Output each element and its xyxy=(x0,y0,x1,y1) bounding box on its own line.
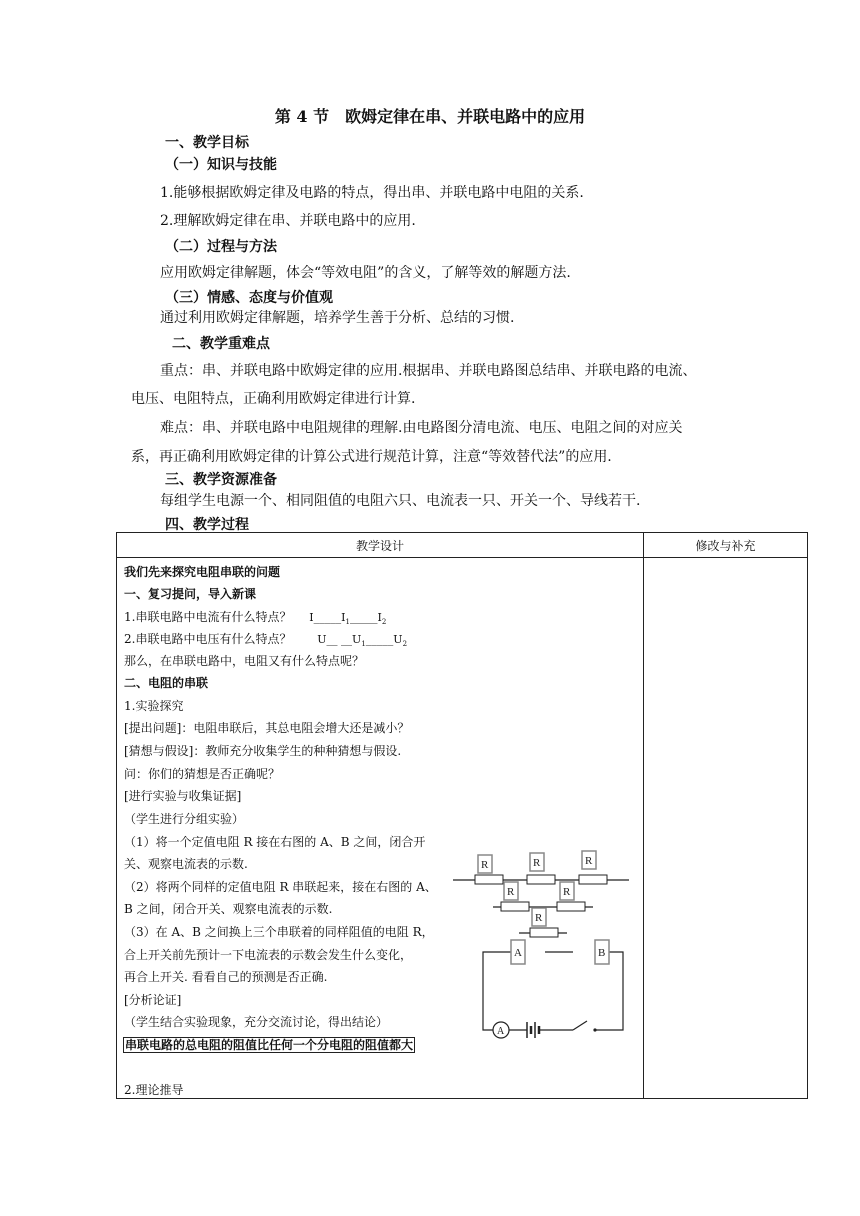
design-cell xyxy=(117,558,644,1099)
hypothesis: [猜想与假设]：教师充分收集学生的种种猜想与假设. xyxy=(124,744,402,758)
current-formula xyxy=(309,611,387,627)
terminal-b-label: B xyxy=(598,947,606,959)
resistor-6 xyxy=(530,928,558,937)
conclusion-box-wrap xyxy=(123,1036,415,1053)
keypoint-line-1: 重点：串、并联电路中欧姆定律的应用.根据串、并联电路图总结串、并联电路的电流、 xyxy=(160,363,697,379)
current-formula-b: _____I xyxy=(349,611,382,624)
intro-line: 我们先来探究电阻串联的问题 xyxy=(124,565,281,579)
resistor-label-3: R xyxy=(585,855,593,867)
step-3-line-3: 再合上开关. 看看自己的预测是否正确. xyxy=(124,970,328,984)
resistor-label-2: R xyxy=(533,857,541,869)
notes-cell xyxy=(644,558,808,1099)
question-current-text: 1.串联电路中电流有什么特点？ xyxy=(124,610,292,624)
group-experiment: （学生进行分组实验） xyxy=(124,812,245,826)
circuit-diagram xyxy=(453,824,629,1044)
section-heading-keypoints: 二、教学重难点 xyxy=(172,336,270,352)
raise-question: [提出问题]：电阻串联后，其总电阻会增大还是减小？ xyxy=(124,721,410,735)
step-1-line-1: （1）将一个定值电阻 R 接在右图的 A、B 之间，闭合开 xyxy=(124,835,426,849)
subheading-knowledge: （一）知识与技能 xyxy=(165,157,277,173)
goal-item-2: 2.理解欧姆定律在串、并联电路中的应用. xyxy=(160,213,416,229)
resistor-4 xyxy=(501,902,529,911)
subheading-process: （二）过程与方法 xyxy=(165,239,277,255)
section-heading-process: 四、教学过程 xyxy=(165,517,249,533)
experiment-evidence: [进行实验与收集证据] xyxy=(124,789,242,803)
subheading-attitude: （三）情感、态度与价值观 xyxy=(165,290,333,306)
difficulty-line-2: 系，再正确利用欧姆定律的计算公式进行规范计算，注意“等效替代法”的应用. xyxy=(131,449,612,465)
question-voltage xyxy=(124,630,407,648)
voltage-formula-b: _____U xyxy=(365,633,403,646)
keypoint-line-2: 电压、电阻特点，正确利用欧姆定律进行计算. xyxy=(131,391,416,407)
voltage-formula xyxy=(317,633,408,649)
difficulty-line-1: 难点：串、并联电路中电阻规律的理解.由电路图分清电流、电压、电阻之间的对应关 xyxy=(160,420,683,436)
resistor-label-4: R xyxy=(507,886,515,898)
resistance-question: 那么，在串联电路中，电阻又有什么特点呢？ xyxy=(124,654,365,668)
theory-heading: 2.理论推导 xyxy=(124,1083,184,1097)
column-header-design: 教学设计 xyxy=(117,533,644,558)
voltage-formula-a: U__ __U xyxy=(317,633,362,646)
terminal-a-label: A xyxy=(514,947,522,959)
step-3-line-2: 合上开关前先预计一下电流表的示数会发生什么变化， xyxy=(124,948,413,962)
attitude-text: 通过利用欧姆定律解题，培养学生善于分析、总结的习惯. xyxy=(160,310,515,326)
resistor-label-6: R xyxy=(535,912,543,924)
step-2-line-2: B 之间，闭合开关、观察电流表的示数. xyxy=(124,902,333,916)
experiment-heading: 1.实验探究 xyxy=(124,699,184,713)
voltage-formula-s1: 1 xyxy=(361,640,366,649)
resources-text: 每组学生电源一个、相同阻值的电阻六只、电流表一只、开关一个、导线若干. xyxy=(160,493,641,509)
step-heading-series: 二、电阻的串联 xyxy=(124,676,209,690)
current-formula-s2: 2 xyxy=(381,618,387,627)
current-formula-s1: 1 xyxy=(345,618,350,627)
resistor-label-1: R xyxy=(481,859,489,871)
resistor-3 xyxy=(579,875,607,884)
voltage-formula-s2: 2 xyxy=(402,640,408,649)
page-title: 第 4 节 欧姆定律在串、并联电路中的应用 xyxy=(274,107,586,126)
process-text: 应用欧姆定律解题，体会“等效电阻”的含义，了解等效的解题方法. xyxy=(160,265,571,281)
ask-text: 问：你们的猜想是否正确呢？ xyxy=(124,767,281,781)
column-header-notes: 修改与补充 xyxy=(644,533,808,558)
resistor-1 xyxy=(475,875,503,884)
current-formula-a: I_____I xyxy=(309,611,346,624)
resistor-2 xyxy=(527,875,555,884)
analysis-text: （学生结合实验现象，充分交流讨论，得出结论） xyxy=(124,1015,389,1029)
step-2-line-1: （2）将两个同样的定值电阻 R 串联起来，接在右图的 A、 xyxy=(124,880,437,894)
question-current xyxy=(124,608,386,626)
step-3-line-1: （3）在 A、B 之间换上三个串联着的同样阻值的电阻 R， xyxy=(124,925,434,939)
lesson-table xyxy=(116,532,808,1099)
conclusion-box: 串联电路的总电阻的阻值比任何一个分电阻的阻值都大 xyxy=(125,1038,414,1052)
section-heading-goals: 一、教学目标 xyxy=(165,135,249,151)
section-heading-resources: 三、教学资源准备 xyxy=(165,472,277,488)
resistor-5 xyxy=(557,902,585,911)
step-heading-review: 一、复习提问，导入新课 xyxy=(124,587,257,601)
ammeter-label: A xyxy=(497,1026,505,1037)
step-1-line-2: 关、观察电流表的示数. xyxy=(124,857,248,871)
resistor-label-5: R xyxy=(563,886,571,898)
analysis-heading: [分析论证] xyxy=(124,993,182,1007)
question-voltage-text: 2.串联电路中电压有什么特点？ xyxy=(124,632,292,646)
goal-item-1: 1.能够根据欧姆定律及电路的特点，得出串、并联电路中电阻的关系. xyxy=(160,185,584,201)
